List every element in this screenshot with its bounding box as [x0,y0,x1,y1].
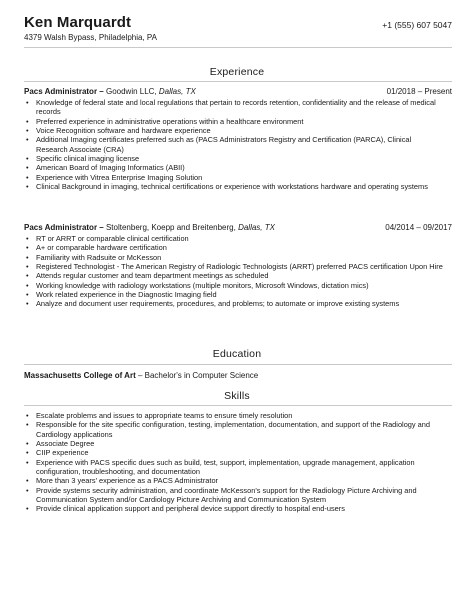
education-degree: – Bachelor's in Computer Science [135,371,259,380]
list-item: • Voice Recognition software and hardware experience [24,126,444,135]
job-bullets [24,98,444,191]
header-divider [24,47,452,48]
section-title-skills: Skills [224,390,250,402]
section-title-experience: Experience [209,66,265,78]
list-item: • Knowledge of federal state and local regulations that pertain to records retention, confidentiality and the release of medical records [24,98,444,117]
section-rule-skills [24,405,452,406]
list-item: • A+ or comparable hardware certification [24,243,444,252]
list-item: • Familiarity with Radsuite or McKesson [24,253,444,262]
job-title: Pacs Administrator [24,87,98,96]
list-item: • Analyze and document user requirements, procedures, and problems; to automate or improve existing systems [24,299,444,308]
skills-bullets [24,411,444,514]
list-item: • Attends regular customer and team department meetings as scheduled [24,271,444,280]
education-school: Massachusetts College of Art [24,371,136,380]
job-dates: 01/2018 – Present [386,87,452,96]
section-rule-experience [24,81,452,82]
job-title: Pacs Administrator [24,223,98,232]
list-item: • Working knowledge with radiology workstations (multiple monitors, Microsoft Windows, dictation mics) [24,281,444,290]
job-separator: – [97,87,106,96]
job-bullets [24,234,444,309]
list-item: • Specific clinical imaging license [24,154,444,163]
candidate-name: Ken Marquardt [24,14,132,31]
candidate-phone: +1 (555) 607 5047 [382,20,452,30]
section-title-education: Education [212,348,262,360]
list-item: • Associate Degree [24,439,444,448]
list-item: • Preferred experience in administrative operations within a healthcare environment [24,117,444,126]
candidate-address: 4379 Walsh Bypass, Philadelphia, PA [24,33,157,42]
list-item: • Work related experience in the Diagnostic Imaging field [24,290,444,299]
list-item: • CIIP experience [24,448,444,457]
list-item: • Registered Technologist - The American Registry of Radiologic Technologists (ARRT) preferred PACS certification Upon Hire [24,262,444,271]
job-heading [24,87,196,96]
job-heading [24,223,275,232]
list-item: • Provide clinical application support and peripheral device support directly to hospital end-users [24,504,444,513]
list-item: • Escalate problems and issues to appropriate teams to ensure timely resolution [24,411,444,420]
job-location: Dallas, TX [238,223,275,232]
job-location: Dallas, TX [158,87,196,96]
list-item: • Responsible for the site specific configuration, testing, implementation, documentation, and support of the Radiology and Cardiology applications [24,420,444,439]
list-item: • Additional Imaging certificates preferred such as (PACS Administrators Registry and Certification (PARCA), Clinical Research Associate (CRA) [24,135,444,154]
list-item: • RT or ARRT or comparable clinical certification [24,234,444,243]
list-item: • Provide systems security administration, and coordinate McKesson's support for the Radiology Picture Archiving and Communication System and/or Cardiology Picture Archiving and Communication System [24,486,444,505]
list-item: • More than 3 years' experience as a PACS Administrator [24,476,444,485]
section-rule-education [24,364,452,365]
job-company: Stoltenberg, Koepp and Breitenberg, [105,223,239,232]
job-company: Goodwin LLC, [105,87,159,96]
list-item: • Experience with PACS specific dues such as build, test, support, implementation, upgrade management, application configuration, troubleshooting, and documentation [24,458,444,477]
list-item: • Clinical Background in imaging, technical certifications or experience with workstations hardware and operating systems [24,182,444,191]
job-dates: 04/2014 – 09/2017 [385,223,452,232]
job-separator: – [97,223,106,232]
education-entry [24,371,258,380]
list-item: • American Board of Imaging Informatics (ABII) [24,163,444,172]
list-item: • Experience with Vitrea Enterprise Imaging Solution [24,173,444,182]
